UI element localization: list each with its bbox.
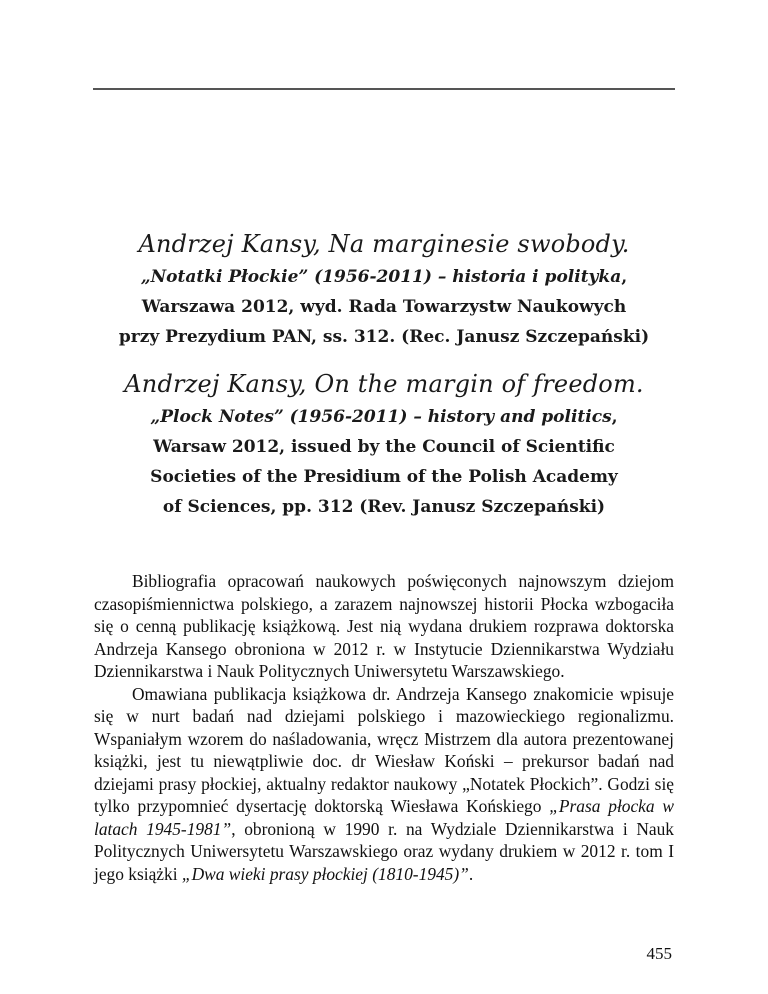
title-en-subtitle-comma: , [611, 407, 618, 427]
title-en-details-line: of Sciences, pp. 312 (Rev. Janusz Szczepański) [162, 497, 606, 517]
title-pl-subtitle-italic: „Notatki Płockie” (1956-2011) – historia i polityka [140, 267, 622, 287]
title-pl-main: Andrzej Kansy, Na marginesie swobody. [138, 230, 630, 258]
review-body [94, 570, 674, 885]
title-en-subtitle [80, 402, 688, 432]
paragraph-2-book-title-1: „Prasa płocka w latach 1945-1981” [94, 796, 674, 839]
title-pl-publisher-line: Warszawa 2012, wyd. Rada Towarzystw Naukowych [141, 297, 627, 317]
title-pl-details-line: przy Prezydium PAN, ss. 312. (Rec. Janusz Szczepański) [118, 327, 650, 347]
paragraph-2-text-c: . [468, 863, 474, 884]
paragraph-2 [94, 683, 674, 886]
title-en-subtitle-italic: „Plock Notes” (1956-2011) – history and politics [150, 407, 612, 427]
title-pl-subtitle [80, 262, 688, 292]
paragraph-2-text-a: Omawiana publikacja książkowa dr. Andrzeja Kansego znakomicie wpisuje się w nurt badań nad dziejami polskiego i mazowieckiego regionalizmu. Wspaniałym wzorem do naśladowania, wręcz Mistrzem dla autora prezentowanej książki, jest tu niewątpliwie doc. dr Wiesław Koński – prekursor badań nad dziejami prasy płockiej, aktualny redaktor naukowy „Notatek Płockich”. Godzi się tylko przypomnieć dysertację doktorską Wiesława Końskiego [94, 683, 674, 816]
paragraph-1: Bibliografia opracowań naukowych poświęconych najnowszym dziejom czasopiśmiennictwa polskiego, a zarazem najnowszej historii Płocka wzbogaciła się o cenną publikację książkową. Jest nią wydana drukiem rozprawa doktorska Andrzeja Kansego obroniona w 2012 r. w Instytucie Dziennikarstwa Wydziału Dziennikarstwa i Nauk Politycznych Uniwersytetu Warszawskiego. [94, 571, 674, 681]
page-number: 455 [646, 944, 672, 963]
review-heading [80, 226, 688, 522]
paragraph-2-text-b: , obronioną w 1990 r. na Wydziale Dziennikarstwa i Nauk Politycznych Uniwersytetu Warszawskiego oraz wydany drukiem w 2012 r. tom I jego książki [94, 818, 675, 884]
title-en-main: Andrzej Kansy, On the margin of freedom. [124, 370, 644, 398]
title-en-publisher-line: Warsaw 2012, issued by the Council of Scientific [153, 437, 615, 457]
title-en-publisher-line-2: Societies of the Presidium of the Polish Academy [150, 467, 618, 487]
header-rule [93, 88, 675, 90]
title-pl-subtitle-comma: , [621, 267, 628, 287]
paragraph-2-book-title-2: „Dwa wieki prasy płockiej (1810-1945)” [181, 863, 469, 884]
